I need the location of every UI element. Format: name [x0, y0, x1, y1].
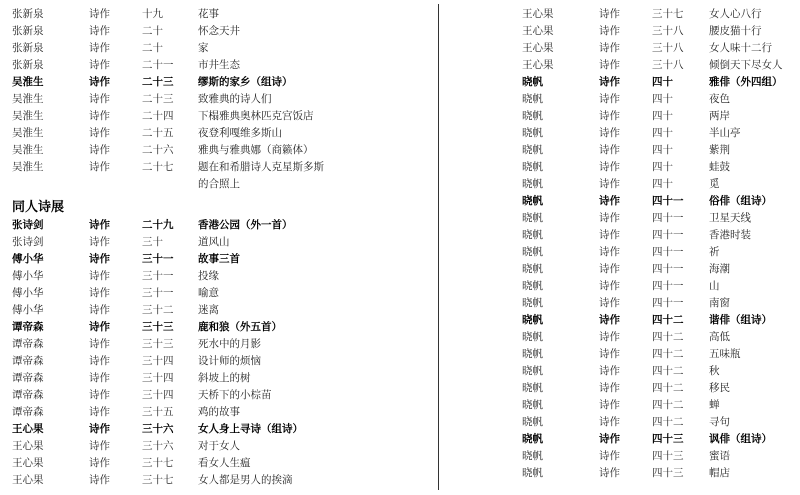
entry-title: 喻意: [198, 287, 219, 299]
entry-genre: 诗作: [599, 365, 620, 377]
entry-title: 女人味十二行: [709, 42, 772, 54]
entry-page: 四十二: [652, 399, 684, 411]
entry-author: 吴淮生: [12, 161, 44, 173]
index-entry: [522, 397, 797, 414]
entry-genre: 诗作: [89, 440, 110, 452]
entry-author: 晓帆: [522, 399, 543, 411]
index-entry: [522, 244, 797, 261]
entry-genre: 诗作: [89, 389, 110, 401]
index-entry: [522, 23, 797, 40]
entry-genre: 诗作: [599, 195, 620, 207]
index-entry: [522, 40, 797, 57]
entry-title: 夜登利嘎维多斯山: [198, 127, 282, 139]
entry-title: 鹿和狼（外五首）: [198, 321, 282, 333]
entry-title: 的合照上: [198, 178, 240, 190]
entry-page: 四十三: [652, 450, 684, 462]
entry-author: 傅小华: [12, 253, 44, 265]
entry-page: 四十一: [652, 229, 684, 241]
entry-title: 海潮: [709, 263, 730, 275]
entry-page: 三十五: [142, 406, 174, 418]
entry-genre: 诗作: [89, 76, 110, 88]
entry-genre: 诗作: [599, 59, 620, 71]
entry-page: 四十: [652, 93, 673, 105]
entry-title: 蝉: [709, 399, 720, 411]
entry-page: 三十八: [652, 25, 684, 37]
entry-title: 雅俳（外四组）: [709, 76, 783, 88]
entry-author: 张新泉: [12, 59, 44, 71]
entry-author: 吴淮生: [12, 93, 44, 105]
entry-author: 晓帆: [522, 365, 543, 377]
entry-title: 天桥下的小棕苗: [198, 389, 272, 401]
index-entry: [12, 353, 432, 370]
index-entry: [12, 142, 432, 159]
entry-author: 傅小华: [12, 287, 44, 299]
entry-page: 四十一: [652, 297, 684, 309]
entry-title: 帽店: [709, 467, 730, 479]
index-entry: [12, 108, 432, 125]
entry-genre: 诗作: [599, 76, 620, 88]
entry-title: 香港时装: [709, 229, 751, 241]
entry-page: 四十二: [652, 382, 684, 394]
entry-page: 四十一: [652, 280, 684, 292]
entry-genre: 诗作: [599, 314, 620, 326]
entry-author: 晓帆: [522, 314, 543, 326]
index-entry: [12, 251, 432, 268]
entry-title: 对于女人: [198, 440, 240, 452]
index-entry: [522, 465, 797, 482]
entry-title: 斜坡上的树: [198, 372, 251, 384]
entry-page: 二十五: [142, 127, 174, 139]
entry-author: 王心果: [522, 25, 554, 37]
entry-title: 俗俳（组诗）: [709, 195, 772, 207]
entry-author: 晓帆: [522, 110, 543, 122]
entry-title: 投缘: [198, 270, 219, 282]
entry-author: 晓帆: [522, 450, 543, 462]
index-entry: [522, 329, 797, 346]
entry-author: 张新泉: [12, 25, 44, 37]
index-entry: [12, 455, 432, 472]
entry-title: 蛙鼓: [709, 161, 730, 173]
entry-author: 谭帝森: [12, 406, 44, 418]
index-entry: [12, 319, 432, 336]
index-entry: [12, 268, 432, 285]
entry-page: 三十六: [142, 440, 174, 452]
entry-title: 高低: [709, 331, 730, 343]
entry-genre: 诗作: [599, 178, 620, 190]
entry-page: 三十一: [142, 287, 174, 299]
entry-genre: 诗作: [89, 93, 110, 105]
entry-genre: 诗作: [599, 246, 620, 258]
index-entry: [522, 278, 797, 295]
entry-author: 谭帝森: [12, 355, 44, 367]
entry-page: 三十七: [652, 8, 684, 20]
index-entry: [522, 448, 797, 465]
entry-page: 二十: [142, 25, 163, 37]
index-entry: [522, 380, 797, 397]
entry-genre: 诗作: [599, 450, 620, 462]
index-entry: [522, 6, 797, 23]
entry-page: 二十三: [142, 93, 174, 105]
entry-page: 三十三: [142, 338, 174, 350]
entry-author: 谭帝森: [12, 389, 44, 401]
entry-author: 晓帆: [522, 331, 543, 343]
entry-page: 四十一: [652, 246, 684, 258]
entry-title: 家: [198, 42, 209, 54]
entry-page: 四十: [652, 161, 673, 173]
entry-genre: 诗作: [89, 304, 110, 316]
entry-page: 三十一: [142, 270, 174, 282]
entry-author: 张诗剑: [12, 219, 44, 231]
right-column: [522, 6, 797, 482]
entry-genre: 诗作: [599, 348, 620, 360]
entry-genre: 诗作: [89, 321, 110, 333]
entry-page: 三十三: [142, 321, 174, 333]
entry-title: 看女人生瘟: [198, 457, 251, 469]
index-entry: [12, 91, 432, 108]
entry-page: 四十二: [652, 331, 684, 343]
index-entry: [12, 234, 432, 251]
entry-title: 女人身上寻诗（组诗）: [198, 423, 303, 435]
index-entry: [522, 91, 797, 108]
index-entry: [522, 159, 797, 176]
entry-page: 二十一: [142, 59, 174, 71]
entry-author: 王心果: [12, 474, 44, 486]
entry-title: 谐俳（组诗）: [709, 314, 772, 326]
entry-genre: 诗作: [89, 219, 110, 231]
entry-page: 二十: [142, 42, 163, 54]
entry-genre: 诗作: [599, 212, 620, 224]
index-entry: [12, 57, 432, 74]
entry-title: 花事: [198, 8, 219, 20]
entry-title: 南窗: [709, 297, 730, 309]
entry-title: 倾倒天下尽女人: [709, 59, 783, 71]
entry-title: 夜色: [709, 93, 730, 105]
entry-author: 吴淮生: [12, 144, 44, 156]
entry-page: 三十四: [142, 355, 174, 367]
entry-title: 女人心八行: [709, 8, 762, 20]
index-entry: [522, 363, 797, 380]
entry-genre: 诗作: [599, 382, 620, 394]
entry-title: 怀念天井: [198, 25, 240, 37]
index-entry: [12, 302, 432, 319]
index-entry: [12, 387, 432, 404]
entry-author: 晓帆: [522, 161, 543, 173]
entry-title: 山: [709, 280, 720, 292]
entry-genre: 诗作: [89, 253, 110, 265]
entry-page: 四十三: [652, 467, 684, 479]
entry-genre: 诗作: [89, 406, 110, 418]
entry-genre: 诗作: [89, 59, 110, 71]
entry-genre: 诗作: [599, 144, 620, 156]
index-entry: [522, 74, 797, 91]
entry-genre: 诗作: [89, 270, 110, 282]
index-entry: [12, 159, 432, 176]
index-entry: [522, 142, 797, 159]
index-entry: [12, 74, 432, 91]
entry-genre: 诗作: [89, 127, 110, 139]
entry-page: 四十: [652, 144, 673, 156]
entry-page: 三十七: [142, 457, 174, 469]
entry-title: 鸡的故事: [198, 406, 240, 418]
entry-title: 下榻雅典奥林匹克宫饭店: [198, 110, 314, 122]
entry-author: 晓帆: [522, 467, 543, 479]
entry-author: 傅小华: [12, 270, 44, 282]
entry-genre: 诗作: [89, 161, 110, 173]
entry-author: 晓帆: [522, 127, 543, 139]
entry-author: 张诗剑: [12, 236, 44, 248]
entry-author: 吴淮生: [12, 110, 44, 122]
entry-genre: 诗作: [89, 287, 110, 299]
entry-title: 市井生态: [198, 59, 240, 71]
entry-author: 晓帆: [522, 178, 543, 190]
index-entry: [522, 431, 797, 448]
index-entry: [12, 217, 432, 234]
entry-page: 二十九: [142, 219, 174, 231]
entry-title: 秋: [709, 365, 720, 377]
entry-genre: 诗作: [89, 42, 110, 54]
entry-genre: 诗作: [599, 280, 620, 292]
entry-author: 晓帆: [522, 76, 543, 88]
entry-title: 道风山: [198, 236, 230, 248]
entry-page: 四十二: [652, 416, 684, 428]
entry-genre: 诗作: [599, 399, 620, 411]
entry-author: 晓帆: [522, 229, 543, 241]
left-column: [12, 6, 432, 489]
index-entry: [522, 125, 797, 142]
index-entry: [522, 414, 797, 431]
entry-genre: 诗作: [599, 263, 620, 275]
entry-title: 祈: [709, 246, 720, 258]
entry-genre: 诗作: [599, 229, 620, 241]
entry-page: 四十: [652, 76, 673, 88]
entry-author: 晓帆: [522, 297, 543, 309]
entry-author: 晓帆: [522, 144, 543, 156]
entry-genre: 诗作: [89, 110, 110, 122]
entry-title: 致雅典的诗人们: [198, 93, 272, 105]
entry-genre: 诗作: [89, 236, 110, 248]
index-entry: [522, 193, 797, 210]
index-entry: [522, 176, 797, 193]
entry-genre: 诗作: [599, 8, 620, 20]
entry-title: 五味瓶: [709, 348, 741, 360]
entry-author: 张新泉: [12, 8, 44, 20]
entry-genre: 诗作: [599, 433, 620, 445]
entry-page: 三十四: [142, 372, 174, 384]
entry-genre: 诗作: [599, 297, 620, 309]
index-entry: [12, 421, 432, 438]
entry-genre: 诗作: [89, 144, 110, 156]
entry-genre: 诗作: [89, 355, 110, 367]
entry-genre: 诗作: [89, 25, 110, 37]
entry-author: 王心果: [12, 423, 44, 435]
entry-genre: 诗作: [599, 331, 620, 343]
entry-page: 四十二: [652, 314, 684, 326]
entry-author: 谭帝森: [12, 321, 44, 333]
entry-genre: 诗作: [89, 8, 110, 20]
entry-genre: 诗作: [89, 474, 110, 486]
entry-title: 讽俳（组诗）: [709, 433, 772, 445]
entry-page: 二十六: [142, 144, 174, 156]
entry-title: 寻句: [709, 416, 730, 428]
entry-author: 晓帆: [522, 280, 543, 292]
entry-page: 四十: [652, 127, 673, 139]
index-entry: [12, 438, 432, 455]
index-entry: [522, 210, 797, 227]
entry-title: 女人都是男人的挨滴: [198, 474, 293, 486]
entry-page: 四十: [652, 178, 673, 190]
entry-genre: 诗作: [599, 127, 620, 139]
entry-page: 三十八: [652, 59, 684, 71]
index-entry: [12, 176, 432, 193]
index-entry: [522, 312, 797, 329]
entry-page: 三十四: [142, 389, 174, 401]
entry-author: 王心果: [522, 59, 554, 71]
entry-author: 晓帆: [522, 382, 543, 394]
entry-author: 晓帆: [522, 433, 543, 445]
entry-author: 晓帆: [522, 93, 543, 105]
index-entry: [12, 285, 432, 302]
entry-author: 吴淮生: [12, 76, 44, 88]
entry-page: 三十二: [142, 304, 174, 316]
index-entry: [522, 108, 797, 125]
entry-title: 题在和希腊诗人克星斯多斯: [198, 161, 324, 173]
entry-author: 吴淮生: [12, 127, 44, 139]
entry-page: 四十: [652, 110, 673, 122]
entry-page: 四十一: [652, 263, 684, 275]
entry-author: 王心果: [522, 42, 554, 54]
entry-title: 半山亭: [709, 127, 741, 139]
entry-page: 四十一: [652, 212, 684, 224]
entry-genre: 诗作: [599, 161, 620, 173]
index-entry: [12, 40, 432, 57]
entry-genre: 诗作: [599, 42, 620, 54]
entry-title: 缪斯的家乡（组诗）: [198, 76, 293, 88]
entry-genre: 诗作: [599, 467, 620, 479]
entry-title: 蜜语: [709, 450, 730, 462]
entry-title: 故事三首: [198, 253, 240, 265]
entry-page: 四十二: [652, 365, 684, 377]
entry-title: 紫荆: [709, 144, 730, 156]
entry-author: 王心果: [522, 8, 554, 20]
entry-author: 谭帝森: [12, 372, 44, 384]
index-entry: [522, 227, 797, 244]
entry-title: 香港公园（外一首）: [198, 219, 293, 231]
entry-author: 张新泉: [12, 42, 44, 54]
entry-page: 三十: [142, 236, 163, 248]
entry-author: 晓帆: [522, 212, 543, 224]
entry-page: 四十一: [652, 195, 684, 207]
entry-page: 四十二: [652, 348, 684, 360]
entry-author: 晓帆: [522, 348, 543, 360]
entry-author: 谭帝森: [12, 338, 44, 350]
entry-author: 晓帆: [522, 263, 543, 275]
index-entry: [12, 23, 432, 40]
entry-author: 傅小华: [12, 304, 44, 316]
entry-page: 二十三: [142, 76, 174, 88]
entry-page: 四十三: [652, 433, 684, 445]
entry-genre: 诗作: [599, 416, 620, 428]
index-entry: [12, 370, 432, 387]
entry-page: 十九: [142, 8, 163, 20]
entry-genre: 诗作: [599, 93, 620, 105]
entry-author: 晓帆: [522, 195, 543, 207]
index-entry: [12, 404, 432, 421]
section-heading: 同人诗展: [12, 200, 65, 215]
entry-author: 王心果: [12, 457, 44, 469]
index-entry: [12, 125, 432, 142]
entry-title: 雅典与雅典娜（商籁体）: [198, 144, 314, 156]
entry-page: 三十七: [142, 474, 174, 486]
entry-genre: 诗作: [89, 338, 110, 350]
entry-genre: 诗作: [89, 372, 110, 384]
entry-page: 三十八: [652, 42, 684, 54]
entry-title: 腰皮猫十行: [709, 25, 762, 37]
entry-page: 三十一: [142, 253, 174, 265]
entry-page: 三十六: [142, 423, 174, 435]
entry-title: 设计师的烦恼: [198, 355, 261, 367]
entry-author: 晓帆: [522, 416, 543, 428]
entry-genre: 诗作: [599, 25, 620, 37]
entry-page: 二十四: [142, 110, 174, 122]
index-entry: [522, 295, 797, 312]
entry-title: 卫星天线: [709, 212, 751, 224]
entry-author: 王心果: [12, 440, 44, 452]
entry-title: 移民: [709, 382, 730, 394]
index-entry: [522, 346, 797, 363]
entry-title: 死水中的月影: [198, 338, 261, 350]
entry-genre: 诗作: [89, 457, 110, 469]
entry-page: 二十七: [142, 161, 174, 173]
entry-title: 迷离: [198, 304, 219, 316]
entry-title: 觅: [709, 178, 720, 190]
entry-author: 晓帆: [522, 246, 543, 258]
index-entry: [12, 6, 432, 23]
index-entry: [522, 57, 797, 74]
entry-genre: 诗作: [89, 423, 110, 435]
index-entry: [12, 472, 432, 489]
column-divider: [438, 4, 439, 490]
index-entry: [12, 336, 432, 353]
index-entry: [522, 261, 797, 278]
entry-title: 两岸: [709, 110, 730, 122]
entry-genre: 诗作: [599, 110, 620, 122]
